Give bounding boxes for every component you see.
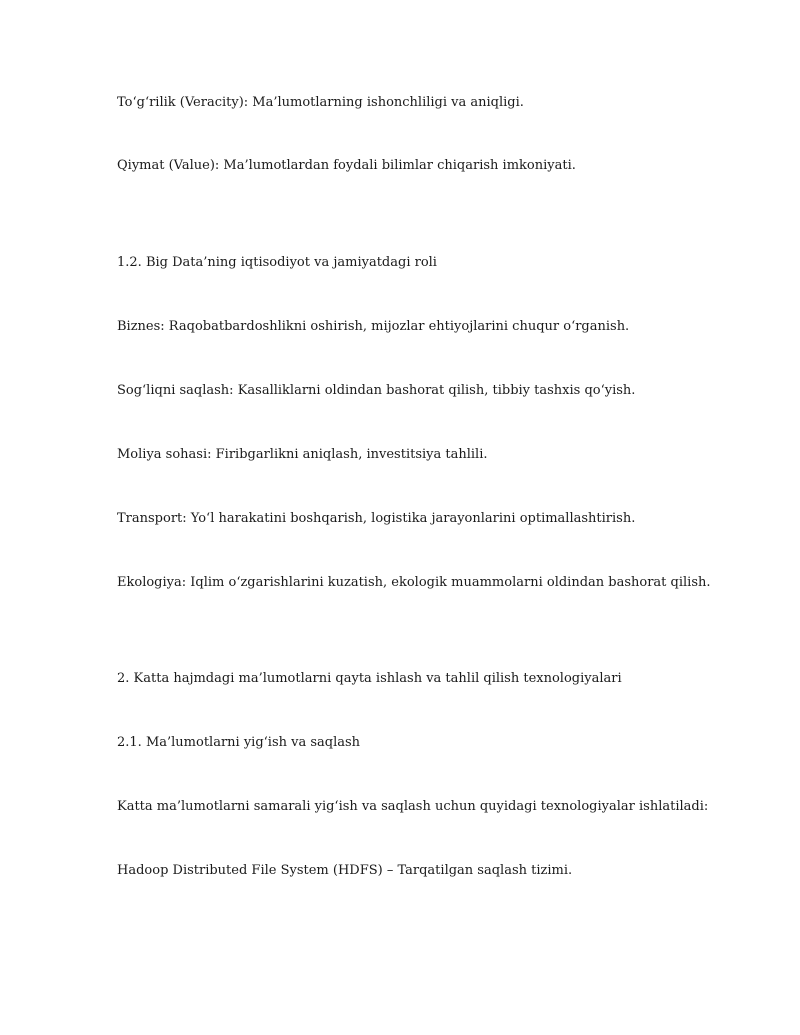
paragraph-technologies: Katta ma’lumotlarni samarali yig‘ish va saqlash uchun quyidagi texnologiyalar ishlatiladi: (117, 799, 709, 814)
paragraph-transport: Transport: Yo‘l harakatini boshqarish, logistika jarayonlarini optimallashtirish. (117, 511, 636, 526)
paragraph-business: Biznes: Raqobatbardoshlikni oshirish, mijozlar ehtiyojlarini chuqur o‘rganish. (117, 319, 630, 334)
paragraph-value: Qiymat (Value): Ma’lumotlardan foydali bilimlar chiqarish imkoniyati. (117, 158, 576, 173)
paragraph-ecology: Ekologiya: Iqlim o‘zgarishlarini kuzatish, ekologik muammolarni oldindan bashorat qilish. (117, 575, 711, 590)
paragraph-healthcare: Sog‘liqni saqlash: Kasalliklarni oldindan bashorat qilish, tibbiy tashxis qo‘yish. (117, 383, 636, 398)
section-heading-2: 2. Katta hajmdagi ma’lumotlarni qayta ishlash va tahlil qilish texnologiyalari (117, 671, 622, 686)
paragraph-hdfs: Hadoop Distributed File System (HDFS) – Tarqatilgan saqlash tizimi. (117, 863, 573, 878)
section-heading-2-1: 2.1. Ma’lumotlarni yig‘ish va saqlash (117, 735, 361, 750)
section-heading-1-2: 1.2. Big Data’ning iqtisodiyot va jamiyatdagi roli (117, 255, 437, 270)
paragraph-finance: Moliya sohasi: Firibgarlikni aniqlash, investitsiya tahlili. (117, 447, 488, 462)
paragraph-veracity: To‘g‘rilik (Veracity): Ma’lumotlarning ishonchliligi va aniqligi. (117, 95, 524, 110)
